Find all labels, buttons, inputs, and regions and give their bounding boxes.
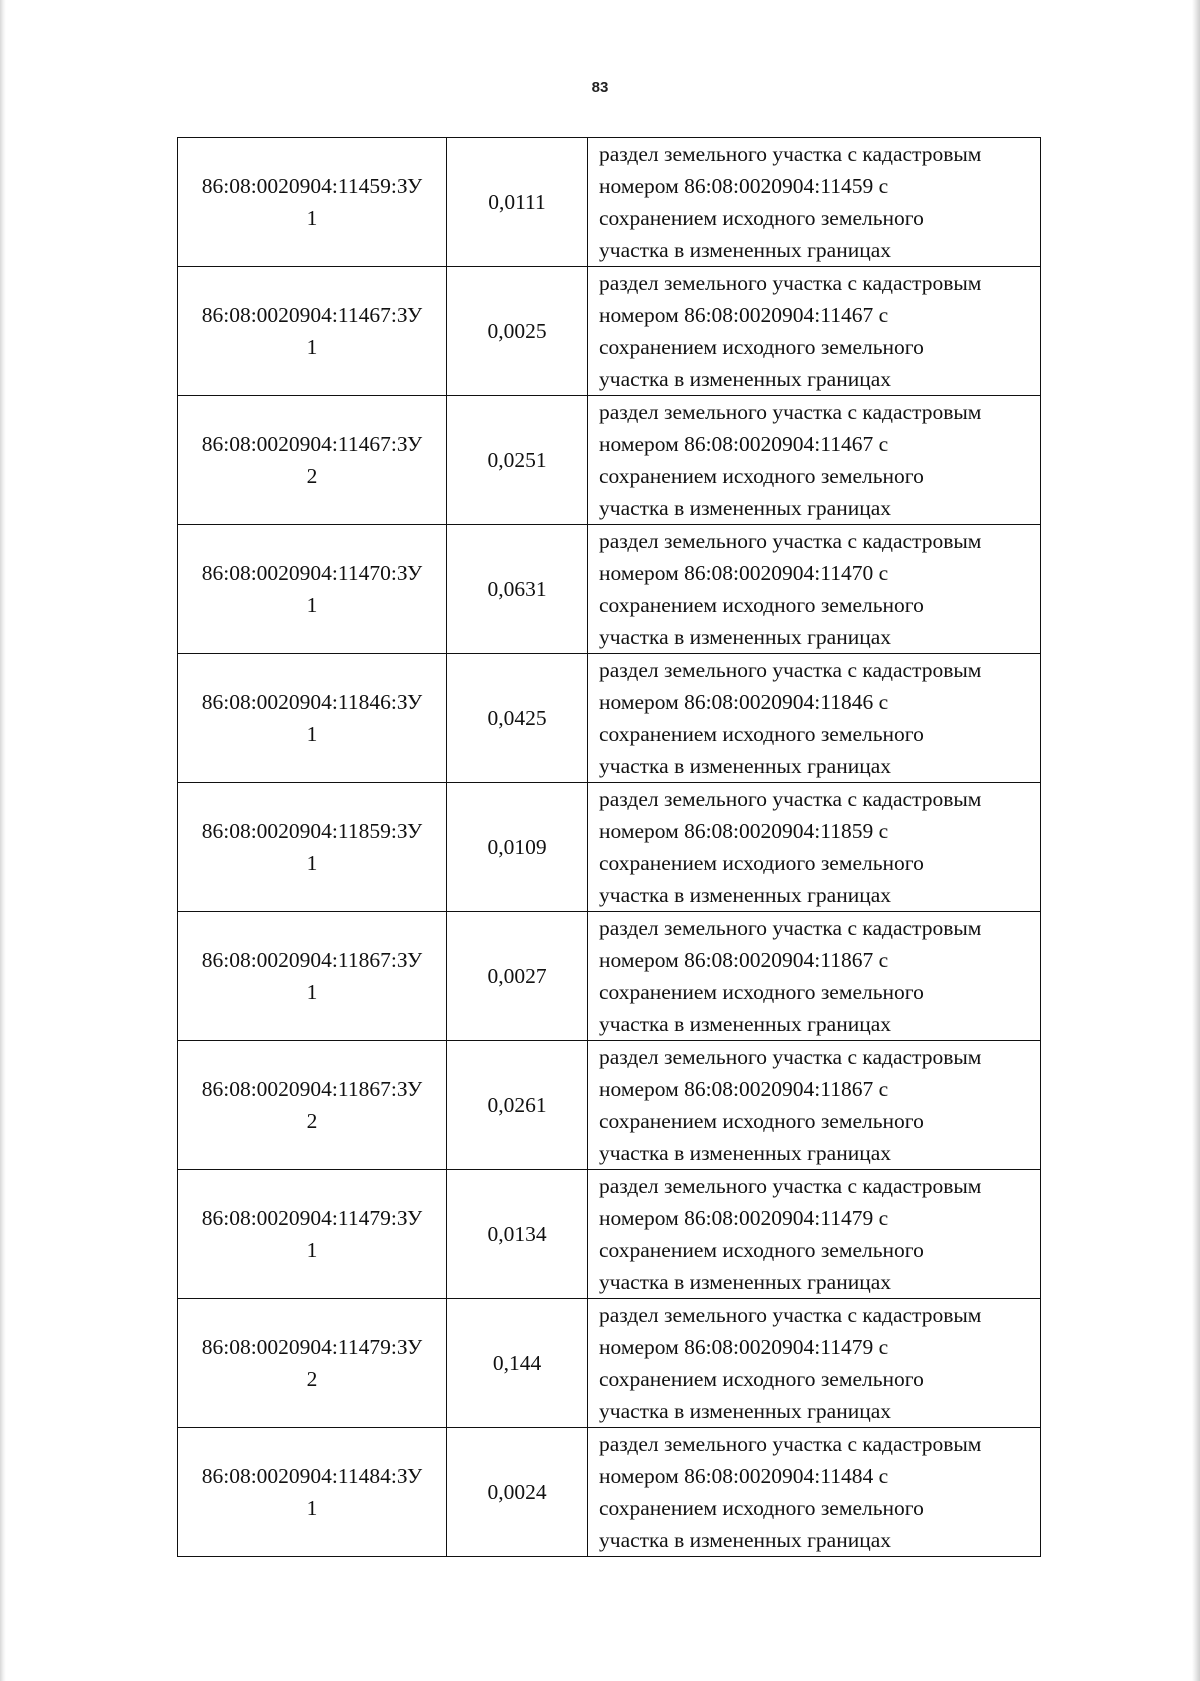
description-cell <box>588 267 1041 396</box>
cadastral-number-cell <box>178 654 447 783</box>
description-line: раздел земельного участка с кадастровым <box>599 1303 982 1327</box>
cadastral-number-line2: 1 <box>306 1496 318 1520</box>
description-line: раздел земельного участка с кадастровым <box>599 916 982 940</box>
description-line: раздел земельного участка с кадастровым <box>599 400 982 424</box>
table-row <box>178 1428 1041 1557</box>
cadastral-number-cell <box>178 1170 447 1299</box>
description-line: сохранением исходиого земельного <box>599 851 924 875</box>
area-cell: 0,0631 <box>447 525 588 654</box>
cadastral-number-cell <box>178 396 447 525</box>
description-line: номером 86:08:0020904:11459 с <box>599 174 889 198</box>
table-row <box>178 1170 1041 1299</box>
description-line: участка в измененных границах <box>599 754 892 778</box>
description-line: участка в измененных границах <box>599 1528 892 1552</box>
cadastral-number-cell <box>178 1041 447 1170</box>
area-cell: 0,144 <box>447 1299 588 1428</box>
description-line: номером 86:08:0020904:11867 с <box>599 1077 889 1101</box>
table-row <box>178 267 1041 396</box>
description-line: номером 86:08:0020904:11479 с <box>599 1335 889 1359</box>
description-line: участка в измененных границах <box>599 1141 892 1165</box>
table-row <box>178 654 1041 783</box>
cadastral-number-line1: 86:08:0020904:11459:ЗУ <box>201 174 423 198</box>
description-line: номером 86:08:0020904:11479 с <box>599 1206 889 1230</box>
page-number: 83 <box>591 79 609 96</box>
description-line: сохранением исходного земельного <box>599 206 924 230</box>
description-cell <box>588 1299 1041 1428</box>
description-line: участка в измененных границах <box>599 367 892 391</box>
description-line: номером 86:08:0020904:11467 с <box>599 303 889 327</box>
description-line: номером 86:08:0020904:11467 с <box>599 432 889 456</box>
description-cell <box>588 654 1041 783</box>
table-row <box>178 1041 1041 1170</box>
cadastral-number-line1: 86:08:0020904:11484:ЗУ <box>201 1464 423 1488</box>
description-line: участка в измененных границах <box>599 1012 892 1036</box>
cadastral-number-line2: 1 <box>306 980 318 1004</box>
description-line: раздел земельного участка с кадастровым <box>599 1432 982 1456</box>
cadastral-number-cell <box>178 138 447 267</box>
description-line: номером 86:08:0020904:11859 с <box>599 819 889 843</box>
description-line: раздел земельного участка с кадастровым <box>599 1174 982 1198</box>
cadastral-number-line2: 1 <box>306 206 318 230</box>
description-line: номером 86:08:0020904:11867 с <box>599 948 889 972</box>
description-line: сохранением исходного земельного <box>599 1109 924 1133</box>
area-cell: 0,0261 <box>447 1041 588 1170</box>
scan-edge-left <box>0 0 6 1681</box>
description-cell <box>588 1170 1041 1299</box>
cadastral-number-cell <box>178 1428 447 1557</box>
area-cell: 0,0111 <box>447 138 588 267</box>
cadastral-number-line1: 86:08:0020904:11859:ЗУ <box>201 819 423 843</box>
area-cell: 0,0027 <box>447 912 588 1041</box>
cadastral-number-cell <box>178 783 447 912</box>
description-cell <box>588 1041 1041 1170</box>
cadastral-number-line1: 86:08:0020904:11479:ЗУ <box>201 1206 423 1230</box>
table-row <box>178 912 1041 1041</box>
table-row <box>178 138 1041 267</box>
description-line: раздел земельного участка с кадастровым <box>599 1045 982 1069</box>
parcels-table-body <box>178 138 1041 1557</box>
scan-edge-right <box>1192 0 1200 1681</box>
cadastral-number-line1: 86:08:0020904:11467:ЗУ <box>201 432 423 456</box>
description-line: участка в измененных границах <box>599 496 892 520</box>
description-line: сохранением исходного земельного <box>599 722 924 746</box>
cadastral-number-line1: 86:08:0020904:11846:ЗУ <box>201 690 423 714</box>
cadastral-number-cell <box>178 912 447 1041</box>
cadastral-number-line2: 1 <box>306 1238 318 1262</box>
table-row <box>178 783 1041 912</box>
area-cell: 0,0109 <box>447 783 588 912</box>
description-line: участка в измененных границах <box>599 883 892 907</box>
description-cell <box>588 138 1041 267</box>
description-cell <box>588 912 1041 1041</box>
cadastral-number-line2: 1 <box>306 851 318 875</box>
description-line: сохранением исходного земельного <box>599 593 924 617</box>
description-line: участка в измененных границах <box>599 1270 892 1294</box>
description-cell <box>588 525 1041 654</box>
description-line: номером 86:08:0020904:11484 с <box>599 1464 889 1488</box>
cadastral-number-line1: 86:08:0020904:11867:ЗУ <box>201 948 423 972</box>
description-cell <box>588 396 1041 525</box>
description-line: раздел земельного участка с кадастровым <box>599 529 982 553</box>
area-cell: 0,0025 <box>447 267 588 396</box>
cadastral-number-line1: 86:08:0020904:11470:ЗУ <box>201 561 423 585</box>
cadastral-number-line1: 86:08:0020904:11867:ЗУ <box>201 1077 423 1101</box>
area-cell: 0,0251 <box>447 396 588 525</box>
description-line: участка в измененных границах <box>599 1399 892 1423</box>
table-row <box>178 396 1041 525</box>
cadastral-number-line2: 1 <box>306 593 318 617</box>
area-cell: 0,0024 <box>447 1428 588 1557</box>
cadastral-number-line2: 2 <box>306 464 318 488</box>
area-cell: 0,0425 <box>447 654 588 783</box>
table-row <box>178 525 1041 654</box>
cadastral-number-line2: 2 <box>306 1109 318 1133</box>
cadastral-number-cell <box>178 525 447 654</box>
description-line: сохранением исходного земельного <box>599 335 924 359</box>
description-line: сохранением исходного земельного <box>599 1238 924 1262</box>
description-line: участка в измененных границах <box>599 238 892 262</box>
description-line: номером 86:08:0020904:11470 с <box>599 561 889 585</box>
description-line: сохранением исходного земельного <box>599 1496 924 1520</box>
cadastral-number-cell <box>178 267 447 396</box>
cadastral-number-line2: 1 <box>306 722 318 746</box>
description-line: номером 86:08:0020904:11846 с <box>599 690 889 714</box>
description-line: сохранением исходного земельного <box>599 980 924 1004</box>
description-cell <box>588 783 1041 912</box>
cadastral-number-line2: 2 <box>306 1367 318 1391</box>
cadastral-number-line1: 86:08:0020904:11467:ЗУ <box>201 303 423 327</box>
description-line: раздел земельного участка с кадастровым <box>599 142 982 166</box>
parcels-table <box>177 137 1041 1557</box>
cadastral-number-line1: 86:08:0020904:11479:ЗУ <box>201 1335 423 1359</box>
description-line: сохранением исходного земельного <box>599 464 924 488</box>
area-cell: 0,0134 <box>447 1170 588 1299</box>
cadastral-number-line2: 1 <box>306 335 318 359</box>
description-line: раздел земельного участка с кадастровым <box>599 271 982 295</box>
description-line: сохранением исходного земельного <box>599 1367 924 1391</box>
description-cell <box>588 1428 1041 1557</box>
description-line: раздел земельного участка с кадастровым <box>599 658 982 682</box>
description-line: раздел земельного участка с кадастровым <box>599 787 982 811</box>
cadastral-number-cell <box>178 1299 447 1428</box>
table-row <box>178 1299 1041 1428</box>
description-line: участка в измененных границах <box>599 625 892 649</box>
